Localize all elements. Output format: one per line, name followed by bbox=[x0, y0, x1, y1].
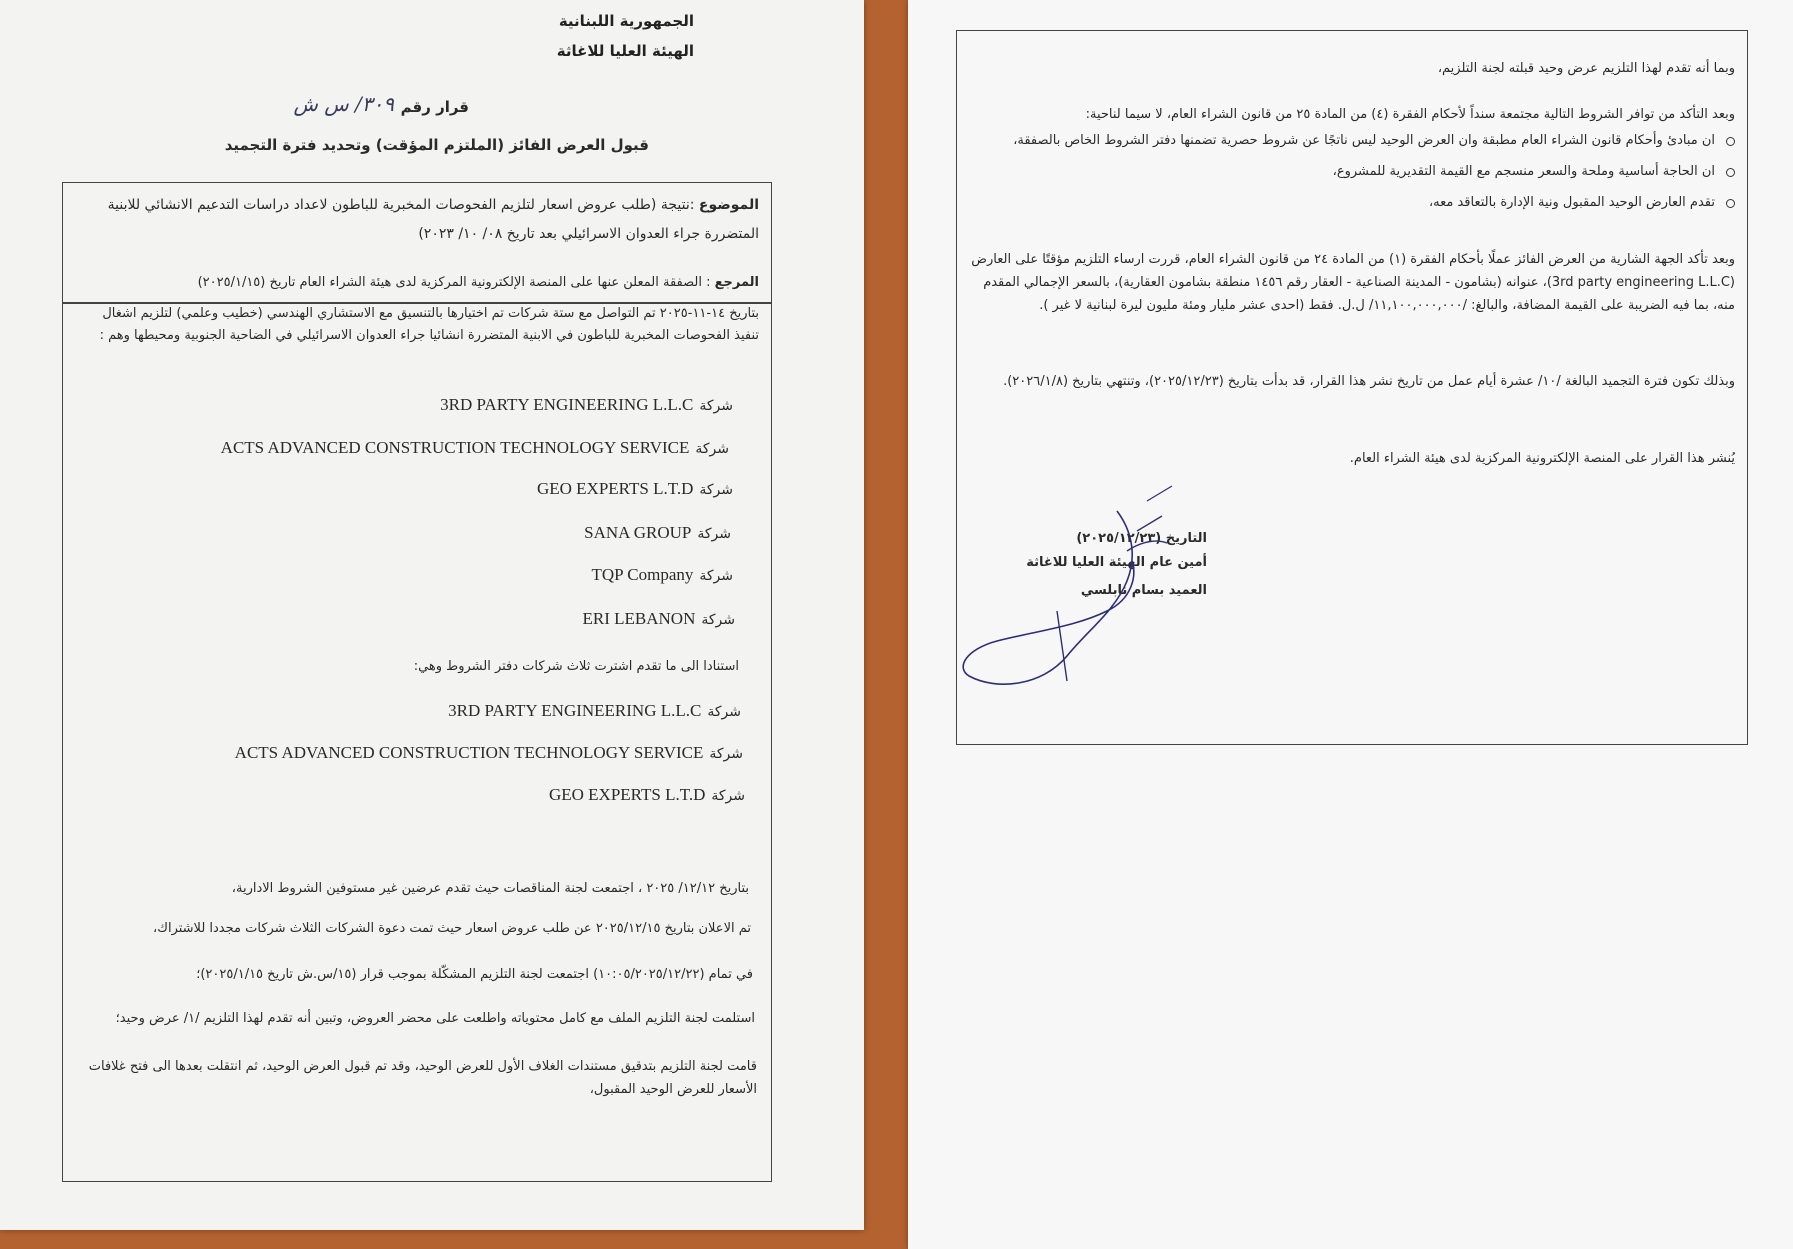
decision-number-label: قرار رقم bbox=[400, 98, 469, 116]
conditions-list bbox=[971, 131, 1737, 223]
right-content-box bbox=[956, 30, 1748, 745]
header-republic: الجمهورية اللبنانية bbox=[558, 12, 694, 30]
header-authority: الهيئة العليا للاغاثة bbox=[556, 42, 694, 60]
decision-title: قبول العرض الفائز (الملتزم المؤقت) وتحديد فترة التجميد bbox=[224, 136, 649, 154]
reference-text: : الصفقة المعلن عنها على المنصة الإلكترونية المركزية لدى هيئة الشراء العام تاريخ (٢٠٢٥/١/١٥) bbox=[197, 275, 711, 290]
handwritten-signature bbox=[957, 481, 1187, 721]
reference-block bbox=[75, 275, 759, 290]
subject-label: الموضوع bbox=[698, 197, 759, 213]
right-paragraph-3: وبعد تأكد الجهة الشارية من العرض الفائز عملًا بأحكام الفقرة (١) من المادة ٢٤ من قانون الشراء العام، قررت ارساء التلزيم مؤقتًا على العارض (3rd party engineering L.L.C)، عنوانه (بشامون - المدينة الصناعية - العقار رقم ١٤٥٦ منطقة بشامون العقارية)، بالسعر الإجمالي المقدم منه، بما فيه الضريبة على القيمة المضافة، والبالغ: /١١,١٠٠,٠٠٠,٠٠٠/ ل.ل. فقط (احدى عشر مليار ومئة مليون ليرة لبنانية لا غير ). bbox=[971, 252, 1735, 313]
subject-box bbox=[62, 182, 772, 304]
condition-item-1: ان مبادئ وأحكام قانون الشراء العام مطبقة وان العرض الوحيد ليس ناتجًا عن شروط حصرية تضمنها دفتر الشروط الخاص بالصفقة، bbox=[971, 131, 1737, 152]
intro-paragraph: بتاريخ ١٤-١١-٢٠٢٥ تم التواصل مع ستة شركات تم اختيارها بالتنسيق مع الاستشاري الهندسي (خطيب وعلمي) لتلزيم اشغال تنفيذ الفحوصات المخبرية للباطون في الابنية المتضررة انشائيا جراء العدوان الاسرائيلي في الضاحية الجنوبية ومحيطها وهم : bbox=[99, 306, 759, 344]
paragraph-2: تم الاعلان بتاريخ ٢٠٢٥/١٢/١٥ عن طلب عروض اسعار حيث تمت دعوة الشركات الثلاث شركات مجددا للاشتراك، bbox=[153, 921, 751, 936]
condition-item-2: ان الحاجة أساسية وملحة والسعر منسجم مع القيمة التقديرية للمشروع، bbox=[971, 162, 1737, 183]
company-contacted-2: شركةACTS ADVANCED CONSTRUCTION TECHNOLOGY SERVICE bbox=[220, 438, 729, 457]
paragraph-4: استلمت لجنة التلزيم الملف مع كامل محتوياته واطلعت على محضر العروض، وتبين أنه تقدم لهذا التلزيم /١/ عرض وحيد؛ bbox=[115, 1011, 755, 1026]
signature-title: أمين عام الهيئة العليا للاغاثة bbox=[1026, 555, 1207, 570]
company-bought-3: شركةGEO EXPERTS L.T.D bbox=[548, 785, 745, 804]
conditions-intro: استنادا الى ما تقدم اشترت ثلاث شركات دفتر الشروط وهي: bbox=[413, 659, 739, 674]
subject-block bbox=[75, 191, 759, 250]
right-paragraph-2: وبعد التأكد من توافر الشروط التالية مجتمعة سنداً لأحكام الفقرة (٤) من المادة ٢٥ من قانون الشراء العام، لا سيما لناحية: bbox=[1085, 107, 1735, 122]
company-contacted-5: شركةTQP Company bbox=[591, 565, 733, 584]
document-page-right bbox=[908, 0, 1793, 1249]
condition-item-3: تقدم العارض الوحيد المقبول ونية الإدارة بالتعاقد معه، bbox=[971, 193, 1737, 214]
paragraph-3: في تمام (١٠:٠٥/٢٠٢٥/١٢/٢٢) اجتمعت لجنة التلزيم المشكّلة بموجب قرار (١٥/س.ش تاريخ ٢٠٢٥/١/١٥)؛ bbox=[196, 967, 753, 982]
paragraph-1: بتاريخ ١٢/١٢/ ٢٠٢٥ ، اجتمعت لجنة المناقصات حيث تقدم عرضين غير مستوفين الشروط الادارية، bbox=[231, 881, 749, 896]
decision-number-handwritten: ٣٠٩/ س ش bbox=[293, 92, 394, 116]
document-page-left bbox=[0, 0, 864, 1230]
signature-date: التاريخ (٢٠٢٥/١٢/٢٣) bbox=[1076, 531, 1207, 546]
company-contacted-1: شركة3RD PARTY ENGINEERING L.L.C bbox=[440, 395, 733, 414]
signature-name: العميد بسام نابلسي bbox=[1080, 583, 1207, 598]
right-paragraph-4: وبذلك تكون فترة التجميد البالغة /١٠/ عشرة أيام عمل من تاريخ نشر هذا القرار، قد بدأت بتاريخ (٢٠٢٥/١٢/٢٣)، وتنتهي بتاريخ (٢٠٢٦/١/٨). bbox=[1003, 374, 1735, 389]
body-box bbox=[62, 302, 772, 1182]
company-bought-2: شركةACTS ADVANCED CONSTRUCTION TECHNOLOGY SERVICE bbox=[234, 743, 743, 762]
subject-text: :نتيجة (طلب عروض اسعار لتلزيم الفحوصات المخبرية للباطون لاعداد دراسات التدعيم الانشائي للابنية المتضررة جراء العدوان الاسرائيلي بعد تاريخ ٠٨/ ١٠/ ٢٠٢٣) bbox=[107, 197, 759, 243]
company-bought-1: شركة3RD PARTY ENGINEERING L.L.C bbox=[448, 701, 741, 720]
company-contacted-3: شركةGEO EXPERTS L.T.D bbox=[536, 479, 733, 498]
company-contacted-6: شركةERI LEBANON bbox=[582, 609, 735, 628]
paragraph-5: قامت لجنة التلزيم بتدقيق مستندات الغلاف الأول للعرض الوحيد، وقد تم قبول العرض الوحيد، ثم انتقلت بعدها الى فتح غلافات الأسعار للعرض الوحيد المقبول، bbox=[88, 1059, 757, 1098]
company-contacted-4: شركةSANA GROUP bbox=[584, 523, 731, 542]
right-paragraph-5: يُنشر هذا القرار على المنصة الإلكترونية المركزية لدى هيئة الشراء العام. bbox=[1349, 451, 1735, 466]
right-paragraph-1: وبما أنه تقدم لهذا التلزيم عرض وحيد قبلته لجنة التلزيم، bbox=[1437, 61, 1735, 76]
reference-label: المرجع bbox=[714, 275, 759, 290]
